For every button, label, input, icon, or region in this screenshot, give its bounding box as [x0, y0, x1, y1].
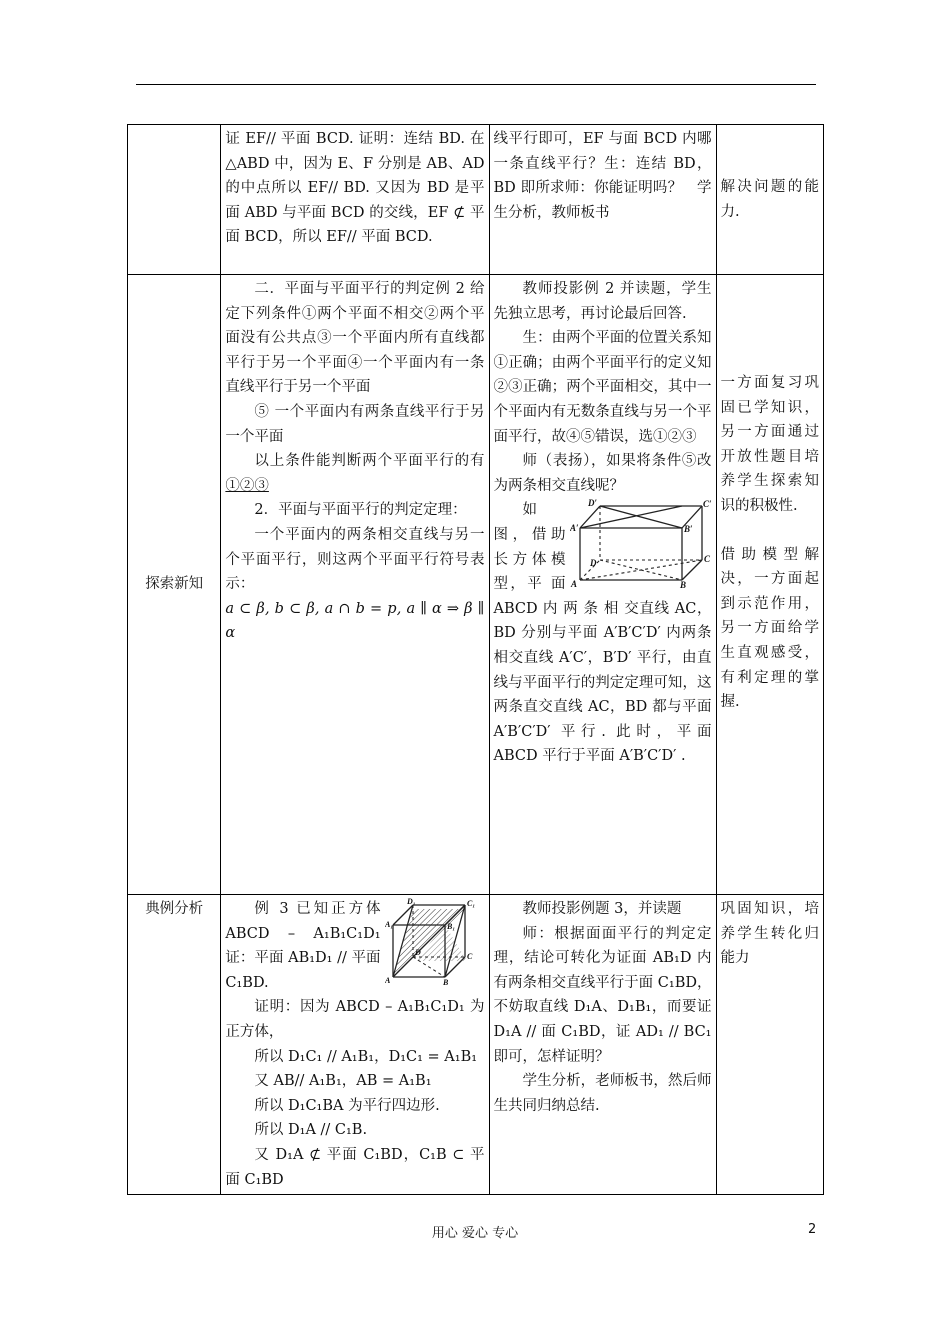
purpose-text: 一方面复习巩固已学知识，另一方面通过开放性题目培养学生探索知识的积极性.	[720, 375, 819, 514]
table-row	[128, 125, 824, 275]
purpose-cell	[716, 895, 824, 1195]
page-number: 2	[808, 1222, 817, 1237]
proof-line: 所以 D₁A // C₁B.	[254, 1122, 368, 1139]
vertex-label: A₁	[384, 920, 393, 929]
condition-5-text: ⑤ 一个平面内有两条直线平行于另一个平面	[225, 403, 485, 445]
theorem-formula: a ⊂ β, b ⊂ β, a ∩ b = p, a ∥ α ⇒ β ∥ α	[225, 600, 485, 642]
question-text	[225, 449, 484, 498]
lesson-table	[127, 124, 824, 1195]
table-row	[128, 275, 824, 895]
vertex-label: D′	[587, 498, 597, 509]
stage-cell: 典例分析	[128, 895, 221, 1195]
example-3-statement: 例 3 已知正方体 ABCD – A₁B₁C₁D₁ 证：平面 AB₁D₁ // 平面 C₁BD.	[225, 901, 381, 991]
activity-text	[494, 498, 712, 769]
purpose-text: 借助模型解决，一方面起到示范作用，另一方面给学生直观感受，有利定理的掌握.	[720, 546, 819, 711]
content-cell	[221, 275, 489, 895]
activity-text: 师（表扬），如果将条件⑤改为两条相交直线呢？	[493, 453, 712, 494]
proof-line: 又 D₁A ⊄ 平面 C₁BD，C₁B ⊂ 平面 C₁BD	[225, 1146, 485, 1188]
activity-text: 学生分析，老师板书，然后师生共同归纳总结.	[493, 1073, 712, 1114]
vertex-label: A	[384, 976, 390, 985]
activity-text: 生：由两个平面的位置关系知①正确；由两个平面平行的定义知②③正确；两个平面相交，其中一个平面内有无数条直线与另一个平面平行，故④⑤错误，选①②③	[493, 330, 712, 445]
example-2-text: 二．平面与平面平行的判定例 2 给定下列条件①两个平面不相交②两个平面没有公共点③一个平面内所有直线都平行于另一个平面④一个平面内有一条直线平行于另一个平面	[225, 281, 485, 396]
table-row	[128, 895, 824, 1195]
purpose-text: 解决问题的能力.	[720, 178, 819, 220]
header-rule	[136, 84, 816, 85]
theorem-text: 一个平面内的两条相交直线与另一个平面平行，则这两个平面平行符号表示：	[225, 526, 485, 593]
activity-cell	[489, 895, 716, 1195]
vertex-label: C′	[702, 499, 712, 510]
cuboid-figure	[570, 498, 712, 588]
cube-diagram	[385, 897, 485, 985]
content-cell	[221, 895, 489, 1195]
activity-text: 教师投影例题 3，并读题	[522, 901, 682, 917]
vertex-label: B₁	[446, 922, 455, 931]
vertex-label: D₁	[406, 897, 416, 906]
proof-line: 又 AB// A₁B₁，AB = A₁B₁	[254, 1073, 432, 1090]
vertex-label: C	[703, 554, 710, 565]
purpose-text: 巩固知识，培养学生转化归能力	[720, 901, 819, 967]
proof-line: 所以 D₁C₁BA 为平行四边形.	[254, 1097, 440, 1114]
answer-underlined: ①②③	[225, 477, 269, 494]
purpose-cell	[716, 125, 824, 275]
activity-text: 师：根据面面平行的判定定理，结论可转化为证面 AB₁D 内有两条相交直线平行于面 C₁BD，不妨取直线 D₁A、D₁B₁，而要证 D₁A // 面 C₁BD，证 AD₁ // BC₁ 即可，怎样证明？	[493, 925, 712, 1065]
cuboid-diagram	[570, 498, 712, 588]
vertex-label: B′	[683, 524, 693, 535]
vertex-label: D	[589, 558, 596, 569]
footer-slogan: 用心 爱心 专心	[431, 1226, 519, 1241]
proof-line: 证明：因为 ABCD – A₁B₁C₁D₁ 为正方体，	[225, 999, 485, 1040]
vertex-label: B	[679, 580, 686, 589]
example-3-text	[225, 897, 484, 995]
activity-cell	[489, 275, 716, 895]
content-cell	[221, 125, 489, 275]
proof-line: 所以 D₁C₁ // A₁B₁，D₁C₁ = A₁B₁	[254, 1048, 478, 1065]
cube-figure	[385, 897, 485, 985]
theorem-heading: 2．平面与平面平行的判定定理：	[254, 502, 467, 519]
activity-text: 线平行即可，EF 与面 BCD 内哪一条直线平行？生：连结 BD，BD 即所求师：你能证明吗？ 学生分析，教师板书	[493, 131, 712, 221]
purpose-cell	[716, 275, 824, 895]
vertex-label: B	[442, 978, 448, 985]
activity-cell	[489, 125, 716, 275]
question-prefix: 以上条件能判断两个平面平行的有	[254, 453, 485, 470]
stage-cell	[128, 125, 221, 275]
stage-cell: 探索新知	[128, 275, 221, 895]
vertex-label: A′	[569, 523, 579, 534]
model-text: 如图，借助长方体模型，平 面 ABCD 内 两 条 相 交直线 AC，BD 分别与平面 A′B′C′D′ 内两条相交直线 A′C′，B′D′ 平行，由直线与平面平行的判定定理可知，这两条直交直线 AC，BD 都与平面 A′B′C′D′ 平行. 此时，平面 ABCD 平行于平面 A′B′C′D′ .	[493, 502, 712, 765]
vertex-label: C₁	[466, 899, 475, 908]
activity-text: 教师投影例 2 并读题，学生先独立思考，再讨论最后回答.	[493, 281, 712, 322]
vertex-label: A	[570, 579, 577, 589]
vertex-label: C	[466, 952, 472, 961]
vertex-label: D	[414, 948, 421, 957]
content-text: 证 EF// 平面 BCD. 证明：连结 BD. 在△ABD 中，因为 E、F 分别是 AB、AD 的中点所以 EF// BD. 又因为 BD 是平面 ABD 与平面 BCD 的交线，EF ⊄ 平面 BCD，所以 EF// 平面 BCD.	[225, 131, 485, 246]
